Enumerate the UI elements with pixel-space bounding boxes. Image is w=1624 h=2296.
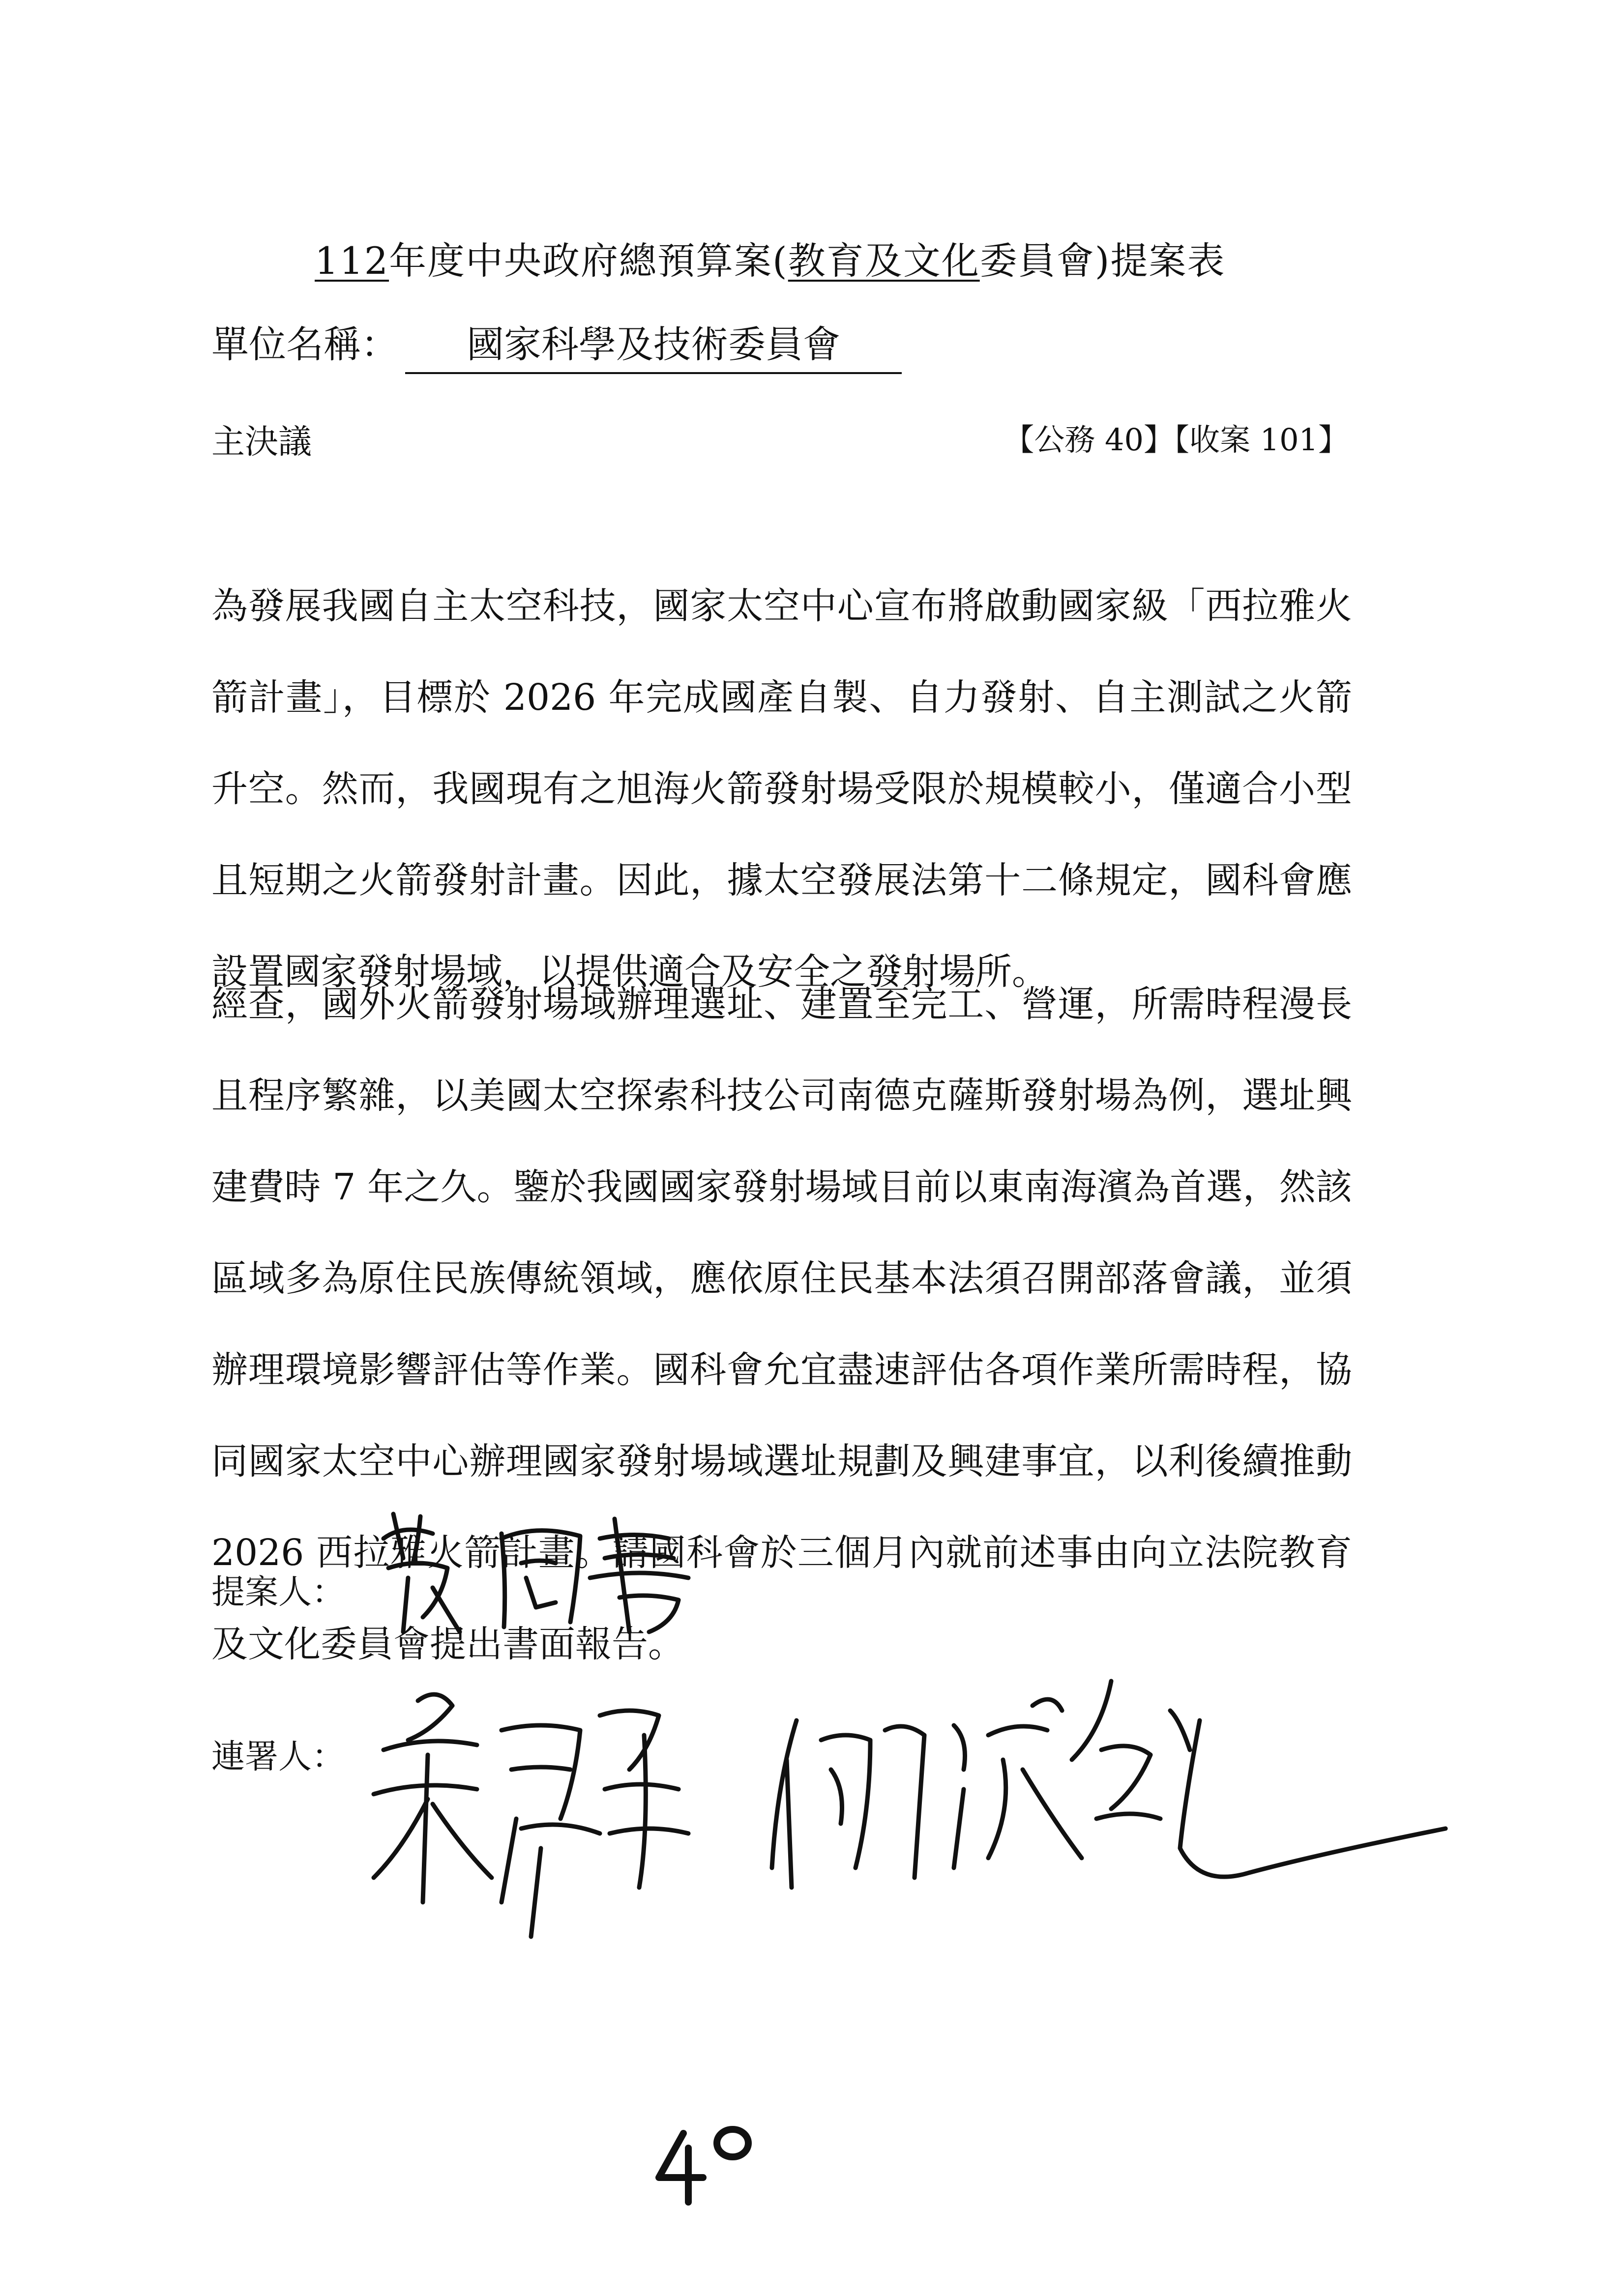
body-paragraph-1: 為發展我國自主太空科技，國家太空中心宣布將啟動國家級「西拉雅火箭計畫」，目標於 2026 年完成國產自製、自力發射、自主測試之火箭升空。然而，我國現有之旭海火箭發射場受限於規模較小，僅適合小型且短期之火箭發射計畫。因此，據太空發展法第十二條規定，國科會應設置國家發射場域，以提供適合及安全之發射場所。 (211, 585, 1352, 993)
case-tags: 【公務 40】【收案 101】 (1004, 422, 1349, 458)
title-mid: 年度中央政府總預算案( (389, 239, 788, 283)
unit-row (211, 315, 902, 374)
cosigner-label: 連署人： (211, 1738, 346, 1776)
resolution-heading: 主決議 (211, 423, 312, 462)
unit-value: 國家科學及技術委員會 (405, 315, 902, 374)
title-year: 112 (315, 239, 389, 283)
cosigner-signature-2 (757, 1661, 1455, 1937)
page-number (649, 2123, 767, 2212)
unit-label: 單位名稱： (211, 322, 398, 366)
title-committee: 教育及文化 (788, 239, 980, 283)
proposer-label: 提案人： (211, 1573, 346, 1612)
proposer-signature (374, 1504, 747, 1652)
form-title (315, 231, 1225, 285)
body-paragraph-2: 經查，國外火箭發射場域辦理選址、建置至完工、營運，所需時程漫長且程序繁雜，以美國太空探索科技公司南德克薩斯發射場為例，選址興建費時 7 年之久。鑒於我國國家發射場域目前以東南海濱為首選，然該區域多為原住民族傳統領域，應依原住民基本法須召開部落會議，並須辦理環境影響評估等作業。國科會允宜盡速評估各項作業所需時程，協同國家太空中心辦理國家發射場域選址規劃及興建事宜，以利後續推動 2026 西拉雅火箭計畫。請國科會於三個月內就前述事由向立法院教育及文化委員會提出書面報告。 (211, 983, 1352, 1665)
cosigner-signature-1 (354, 1671, 708, 1947)
title-end: 委員會)提案表 (979, 239, 1226, 283)
